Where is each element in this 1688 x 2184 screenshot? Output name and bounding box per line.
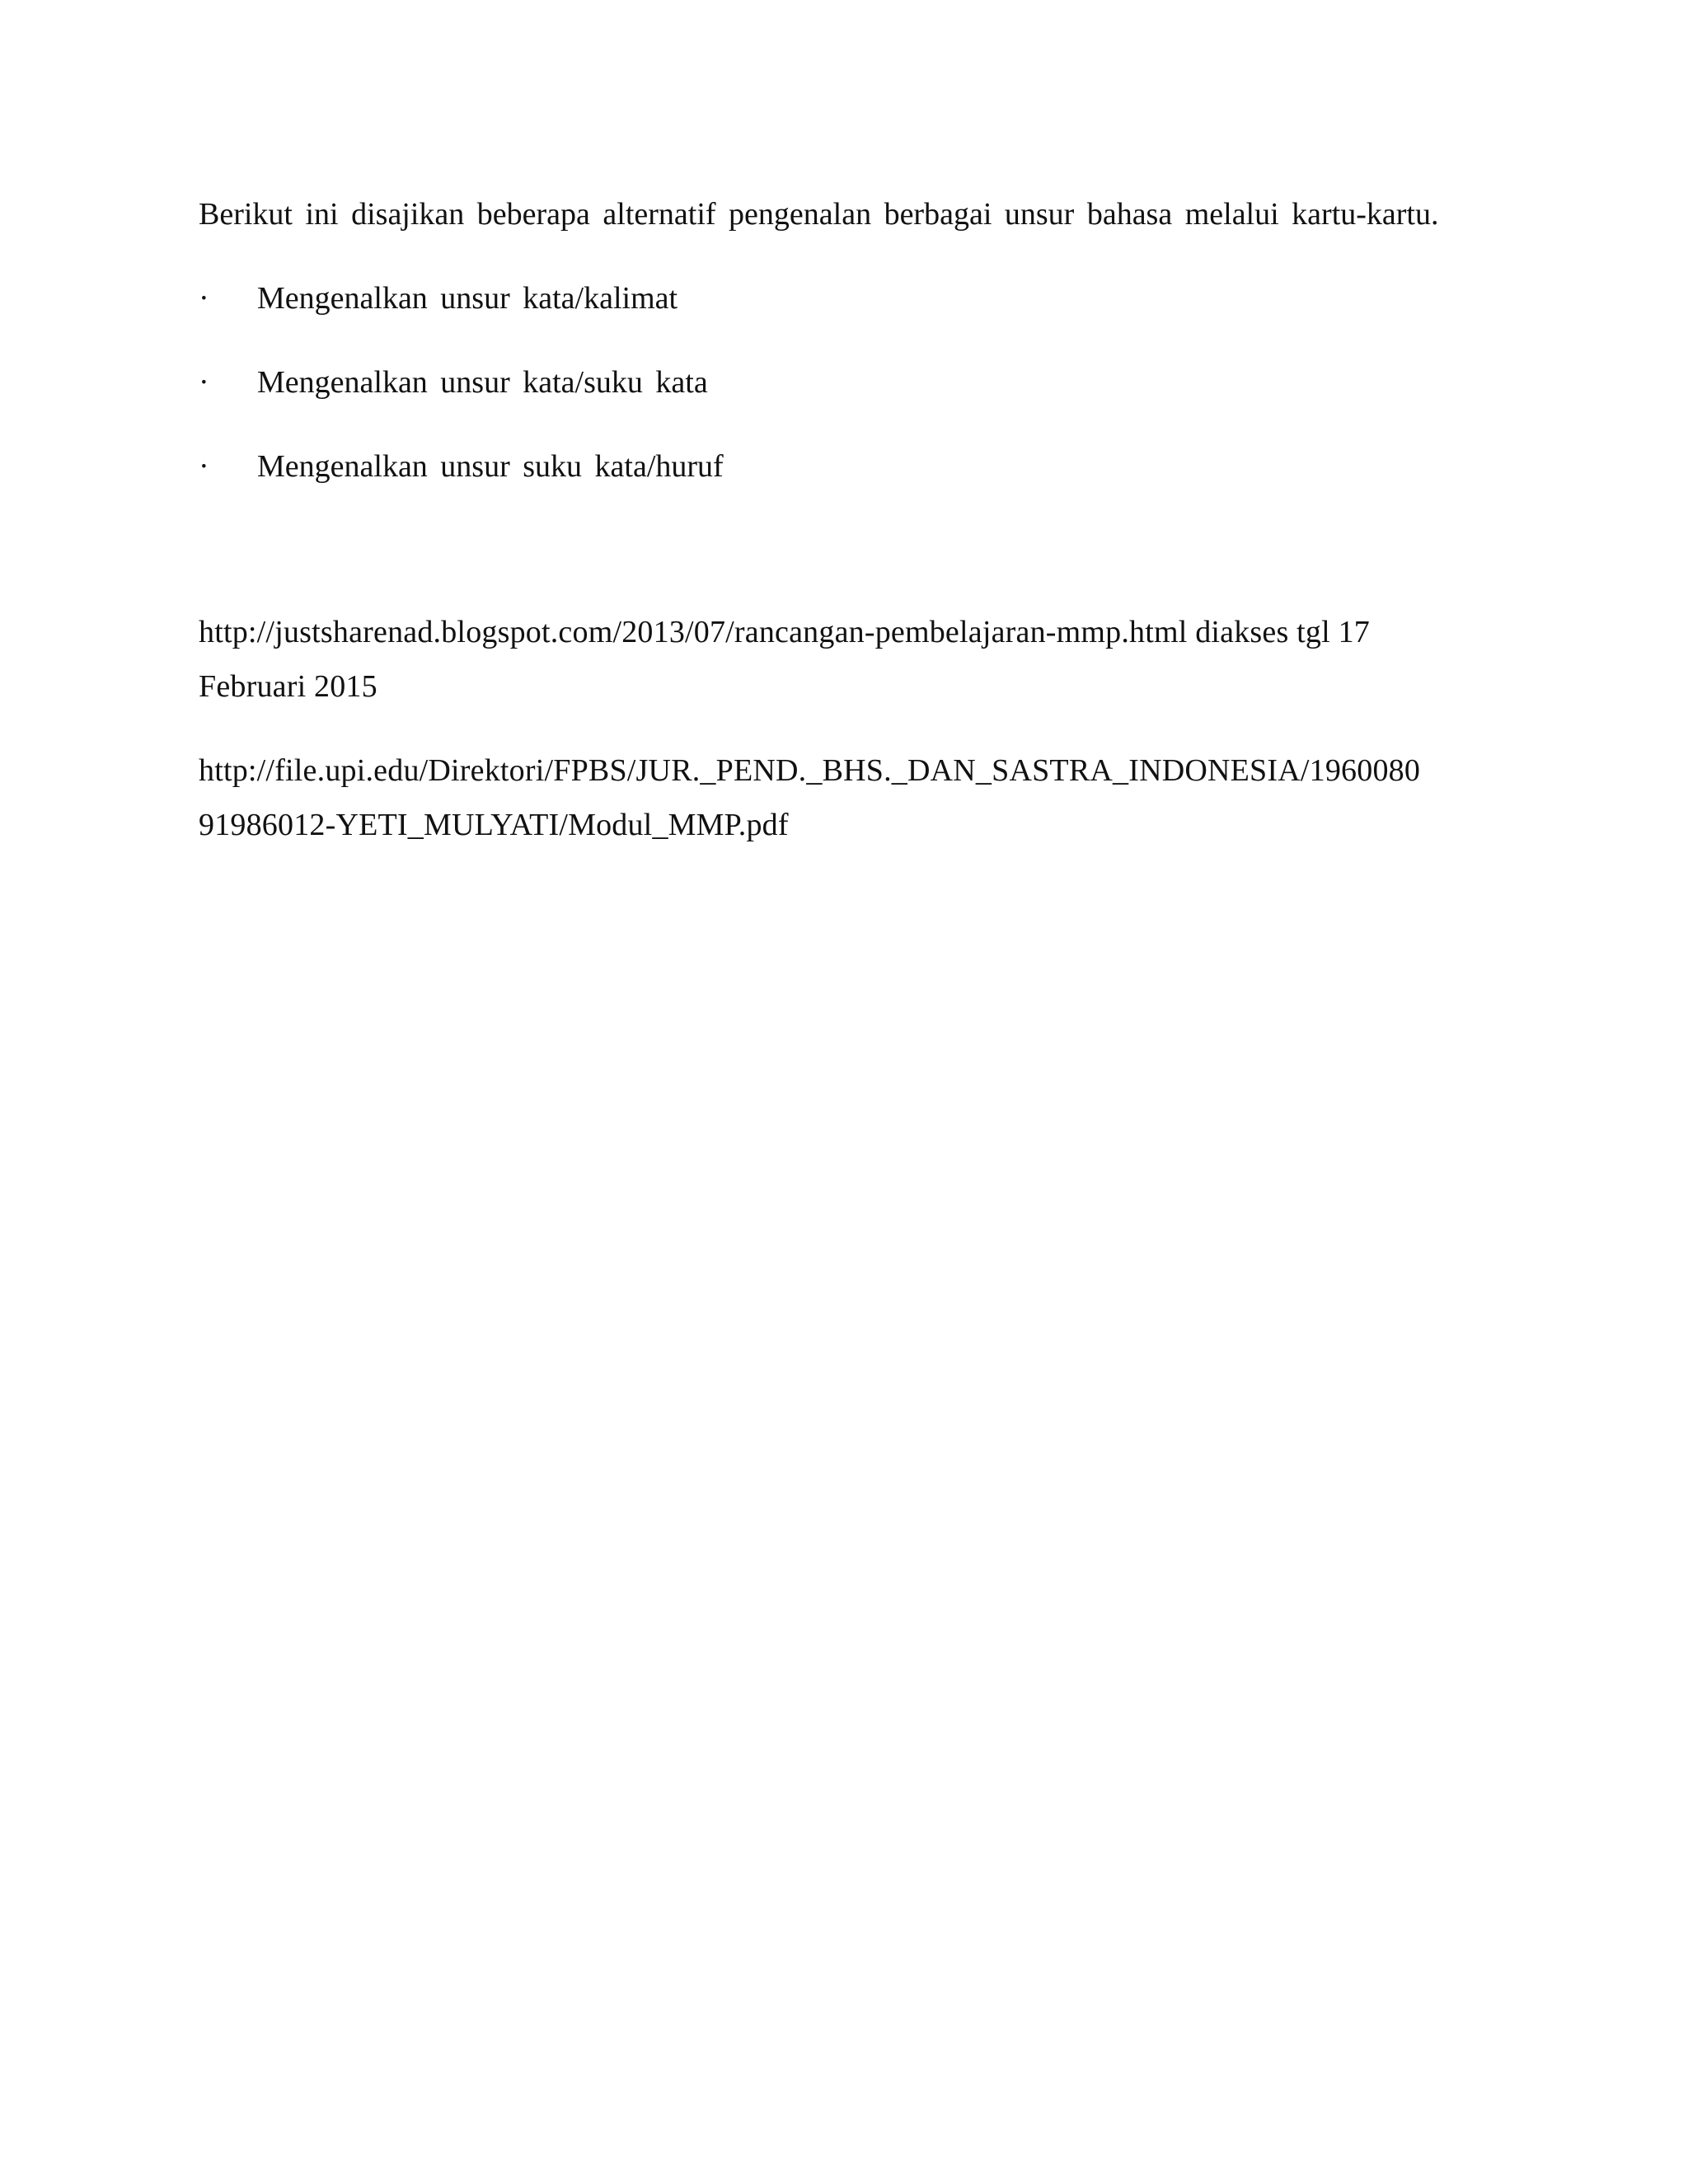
list-item	[199, 443, 1484, 490]
bullet-dot: ·	[199, 449, 209, 484]
bullet-list	[199, 275, 1484, 490]
bullet-dot: ·	[199, 281, 209, 316]
intro-paragraph: Berikut ini disajikan beberapa alternatif pengenalan berbagai unsur bahasa melalui kartu-kartu.	[199, 197, 1439, 232]
references-section	[199, 605, 1484, 852]
bullet-text: Mengenalkan unsur kata/suku kata	[257, 365, 708, 400]
reference-line: http://file.upi.edu/Direktori/FPBS/JUR._PEND._BHS._DAN_SASTRA_INDONESIA/1960080	[199, 753, 1421, 788]
page-content	[199, 191, 1484, 882]
bullet-dot: ·	[199, 365, 209, 400]
reference-line: Februari 2015	[199, 669, 377, 704]
bullet-text: Mengenalkan unsur suku kata/huruf	[257, 449, 724, 484]
list-item	[199, 275, 1484, 321]
list-item	[199, 359, 1484, 405]
reference-line: 91986012-YETI_MULYATI/Modul_MMP.pdf	[199, 808, 789, 842]
bullet-text: Mengenalkan unsur kata/kalimat	[257, 281, 678, 316]
reference-entry	[199, 743, 1484, 852]
reference-entry	[199, 605, 1484, 714]
reference-line: http://justsharenad.blogspot.com/2013/07/rancangan-pembelajaran-mmp.html diakses tgl 17	[199, 615, 1370, 649]
